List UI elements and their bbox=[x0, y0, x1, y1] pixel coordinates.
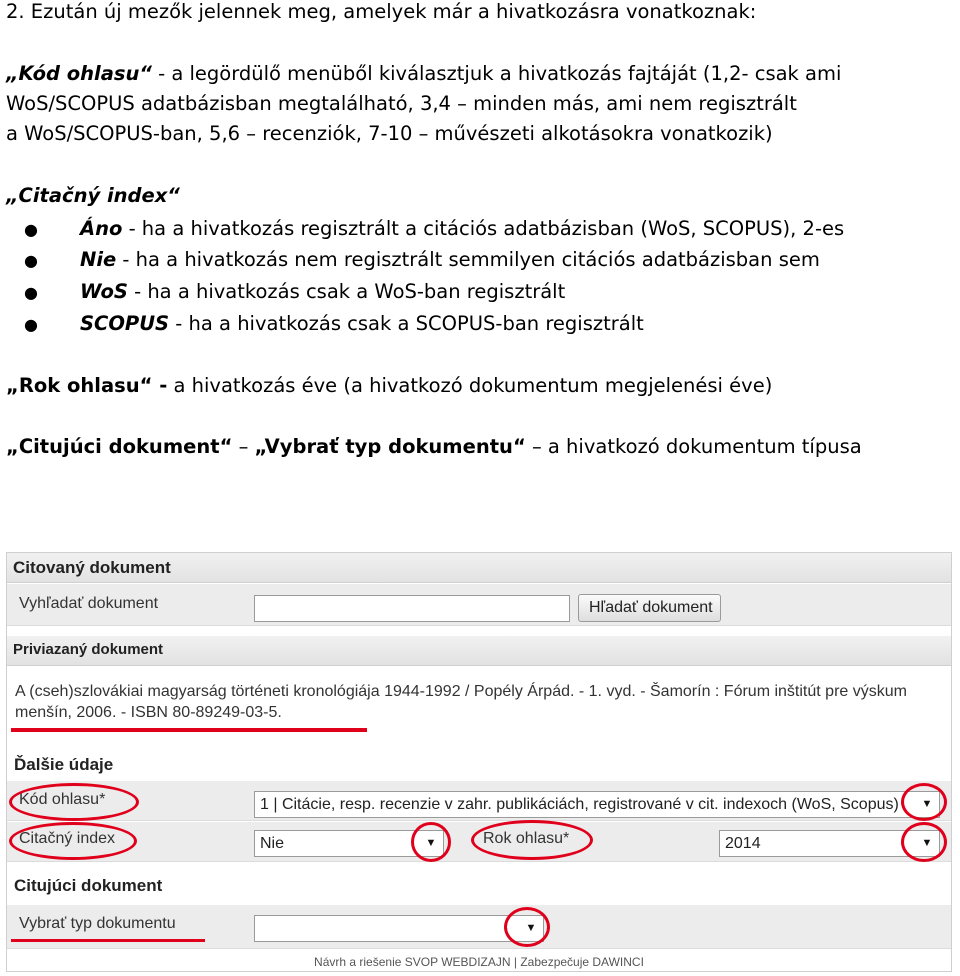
bullet-icon: ● bbox=[24, 220, 38, 239]
red-circle bbox=[9, 783, 139, 821]
kod-ohlasu-line-1 bbox=[6, 62, 841, 86]
vybrat-typ-select[interactable] bbox=[254, 915, 544, 942]
citacny-index-label: Citačný index bbox=[19, 830, 116, 847]
red-circle bbox=[9, 822, 137, 860]
citacny-index-term: „Citačný index“ bbox=[6, 184, 180, 207]
list-item-term: SCOPUS bbox=[80, 312, 170, 335]
list-item-text: - ha a hivatkozás regisztrált a citációs adatbázisban (WoS, SCOPUS), 2-es bbox=[122, 217, 845, 240]
kod-ohlasu-term: „Kód ohlasu“ bbox=[6, 62, 152, 85]
bullet-icon: ● bbox=[24, 283, 38, 302]
chevron-down-icon[interactable]: ▼ bbox=[419, 831, 443, 856]
citujuci-dash: – bbox=[232, 435, 255, 458]
form-screenshot bbox=[6, 552, 952, 972]
citovany-header: Citovaný dokument bbox=[7, 553, 951, 583]
hladat-button[interactable]: Hľadať dokument bbox=[578, 594, 721, 622]
red-circle bbox=[901, 783, 947, 821]
dalsie-header: Ďalšie údaje bbox=[14, 755, 114, 774]
vybrat-typ-term: „Vybrať typ dokumentu“ bbox=[254, 435, 526, 458]
citujuci-header: Citujúci dokument bbox=[14, 876, 163, 895]
assigned-document: A (cseh)szlovákiai magyarság történeti kronológiája 1944-1992 / Popély Árpád. - 1. vyd. - Šamorín : Fórum inštitút pre výskum menšín, 2006. - ISBN 80-89249-03-5. bbox=[15, 683, 907, 721]
vybrat-typ-label: Vybrať typ dokumentu bbox=[19, 915, 176, 932]
red-circle bbox=[504, 907, 550, 947]
chevron-down-icon[interactable]: ▼ bbox=[519, 916, 543, 941]
list-item-text: - ha a hivatkozás csak a WoS-ban regisztrált bbox=[127, 280, 566, 303]
list-item bbox=[80, 248, 820, 272]
citacny-index-value: Nie bbox=[260, 835, 285, 852]
chevron-down-icon[interactable]: ▼ bbox=[915, 792, 939, 817]
intro-line: 2. Ezután új mezők jelennek meg, amelyek már a hivatkozásra vonatkoznak: bbox=[6, 0, 757, 23]
kod-ohlasu-line-2: WoS/SCOPUS adatbázisban megtalálható, 3,4 – minden más, ami nem regisztrált bbox=[6, 92, 797, 115]
red-underline bbox=[11, 728, 367, 732]
kod-ohlasu-value: 1 | Citácie, resp. recenzie v zahr. publikáciách, registrované v cit. indexoch (WoS, Scopus) bbox=[260, 796, 899, 813]
kod-ohlasu-label: Kód ohlasu* bbox=[19, 791, 106, 808]
vyhladat-label: Vyhľadať dokument bbox=[19, 595, 159, 612]
citujuci-desc: – a hivatkozó dokumentum típusa bbox=[525, 435, 862, 458]
citacny-index-heading bbox=[6, 184, 180, 208]
priradit-header: Priviazaný dokument bbox=[7, 636, 951, 666]
red-circle bbox=[471, 820, 593, 860]
list-item bbox=[80, 217, 844, 241]
list-item bbox=[80, 280, 565, 304]
footer-text: Návrh a riešenie SVOP WEBDIZAJN | Zabezpečuje DAWINCI bbox=[314, 955, 644, 969]
citujuci-term: „Citujúci dokument“ bbox=[6, 435, 233, 458]
kod-ohlasu-line-3: a WoS/SCOPUS-ban, 5,6 – recenziók, 7-10 – művészeti alkotásokra vonatkozik) bbox=[6, 122, 773, 145]
bullet-icon: ● bbox=[24, 251, 38, 270]
rok-ohlasu-term: „Rok ohlasu“ - bbox=[6, 374, 168, 397]
list-item-term: WoS bbox=[80, 280, 128, 303]
list-item-term: Áno bbox=[80, 217, 123, 240]
rok-ohlasu-value: 2014 bbox=[725, 835, 761, 852]
rok-ohlasu-desc: a hivatkozás éve (a hivatkozó dokumentum megjelenési éve) bbox=[167, 374, 773, 397]
rok-ohlasu-label: Rok ohlasu* bbox=[483, 830, 570, 847]
kod-ohlasu-select[interactable] bbox=[254, 791, 940, 818]
bullet-icon: ● bbox=[24, 315, 38, 334]
red-circle bbox=[411, 822, 451, 862]
chevron-down-icon[interactable]: ▼ bbox=[915, 831, 939, 856]
list-item-term: Nie bbox=[80, 248, 117, 271]
kod-ohlasu-desc: - a legördülő menüből kiválasztjuk a hivatkozás fajtáját (1,2- csak ami bbox=[151, 62, 842, 85]
list-item-text: - ha a hivatkozás csak a SCOPUS-ban regisztrált bbox=[169, 312, 644, 335]
red-circle bbox=[901, 822, 947, 862]
list-item bbox=[80, 312, 644, 336]
rok-ohlasu-line bbox=[6, 374, 772, 398]
list-item-text: - ha a hivatkozás nem regisztrált semmilyen citációs adatbázisban sem bbox=[116, 248, 820, 271]
search-input[interactable] bbox=[254, 595, 570, 622]
red-underline bbox=[11, 939, 205, 942]
citujuci-line bbox=[6, 435, 862, 459]
